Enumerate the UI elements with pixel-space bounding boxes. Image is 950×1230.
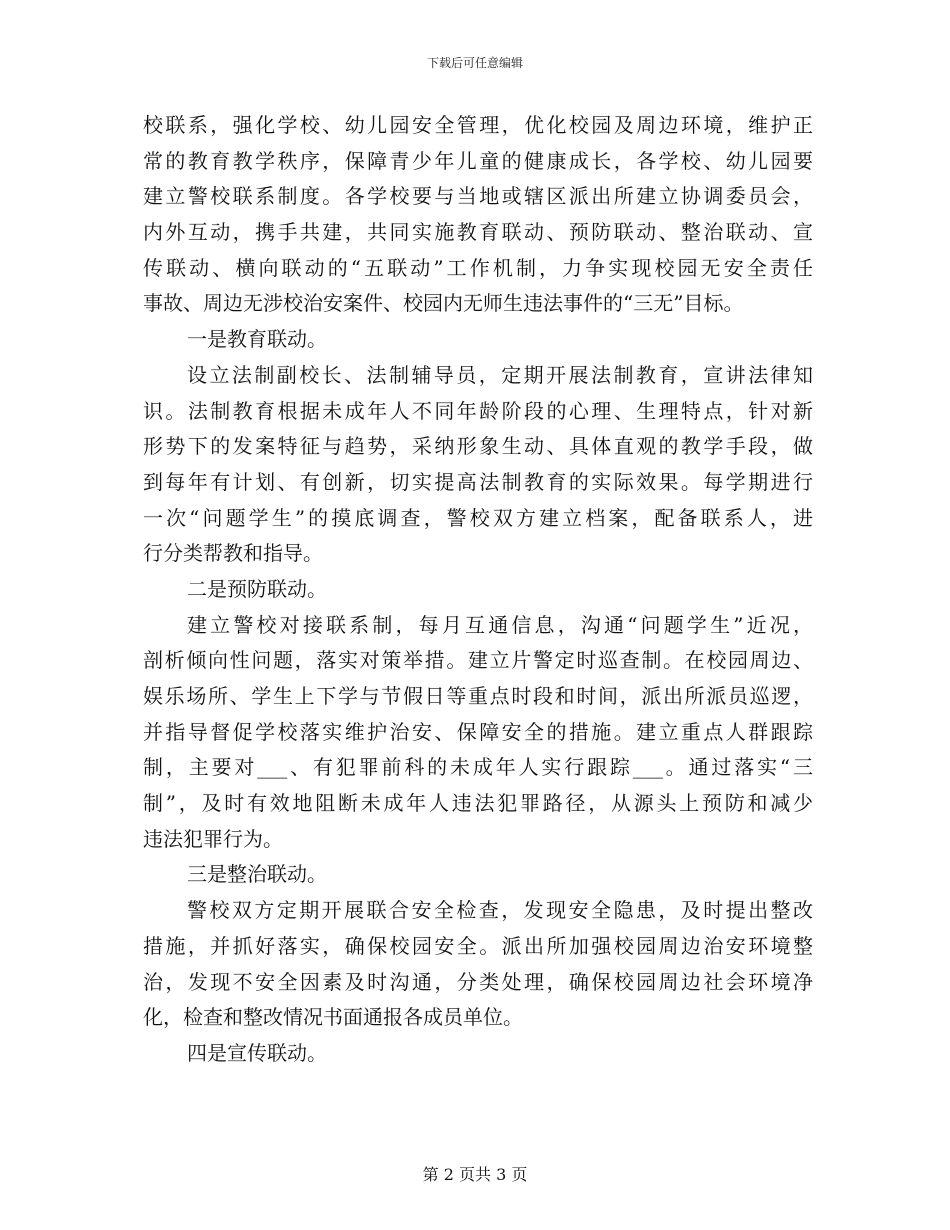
text-line: 建立警校联系制度。各学校要与当地或辖区派出所建立协调委员会，: [143, 184, 813, 209]
text-line: 内外互动，携手共建，共同实施教育联动、预防联动、整治联动、宣: [143, 220, 813, 245]
text-line: 违法犯罪行为。: [143, 826, 283, 851]
text-line: 校联系，强化学校、幼儿园安全管理，优化校园及周边环境，维护正: [143, 113, 813, 137]
text-line: 措施，并抓好落实，确保校园安全。派出所加强校园周边治安环境整: [143, 933, 813, 958]
text-line: 并指导督促学校落实维护治安、保障安全的措施。建立重点人群跟踪: [143, 719, 813, 744]
text-line: 四是宣传联动。: [187, 1040, 327, 1065]
document-body: [143, 108, 813, 1072]
text-line: 治，发现不安全因素及时沟通，分类处理，确保校园周边社会环境净: [143, 969, 813, 994]
text-line: 制，主要对___、有犯罪前科的未成年人实行跟踪___。通过落实“三: [143, 755, 813, 780]
text-line: 一次“问题学生”的摸底调查，警校双方建立档案，配备联系人，进: [143, 505, 813, 530]
text-line: 识。法制教育根据未成年人不同年龄阶段的心理、生理特点，针对新: [143, 398, 813, 423]
text-line: 事故、周边无涉校治安案件、校园内无师生违法事件的“三无”目标。: [143, 291, 744, 316]
text-line: 二是预防联动。: [187, 576, 327, 601]
page-footer: 第 2 页共 3 页: [422, 1165, 528, 1184]
text-line: 娱乐场所、学生上下学与节假日等重点时段和时间，派出所派员巡逻，: [143, 684, 813, 708]
page-header: 下载后可任意编辑: [426, 56, 523, 70]
text-line: 一是教育联动。: [187, 327, 327, 352]
text-line: 常的教育教学秩序，保障青少年儿童的健康成长，各学校、幼儿园要: [143, 148, 813, 173]
text-line: 传联动、横向联动的“五联动”工作机制，力争实现校园无安全责任: [143, 255, 813, 280]
text-line: 制”，及时有效地阻断未成年人违法犯罪路径，从源头上预防和减少: [143, 791, 813, 816]
text-line: 形势下的发案特征与趋势，采纳形象生动、具体直观的教学手段，做: [143, 434, 813, 459]
text-line: 行分类帮教和指导。: [143, 541, 323, 566]
text-line: 剖析倾向性问题，落实对策举措。建立片警定时巡查制。在校园周边、: [143, 648, 813, 673]
text-line: 到每年有计划、有创新，切实提高法制教育的实际效果。每学期进行: [143, 469, 813, 494]
text-line: 化，检查和整改情况书面通报各成员单位。: [143, 1005, 523, 1030]
text-line: 三是整治联动。: [187, 862, 327, 887]
text-line: 建立警校对接联系制，每月互通信息，沟通“问题学生”近况，: [187, 612, 813, 637]
text-line: 警校双方定期开展联合安全检查，发现安全隐患，及时提出整改: [187, 898, 813, 923]
text-line: 设立法制副校长、法制辅导员，定期开展法制教育，宣讲法律知: [187, 362, 813, 387]
